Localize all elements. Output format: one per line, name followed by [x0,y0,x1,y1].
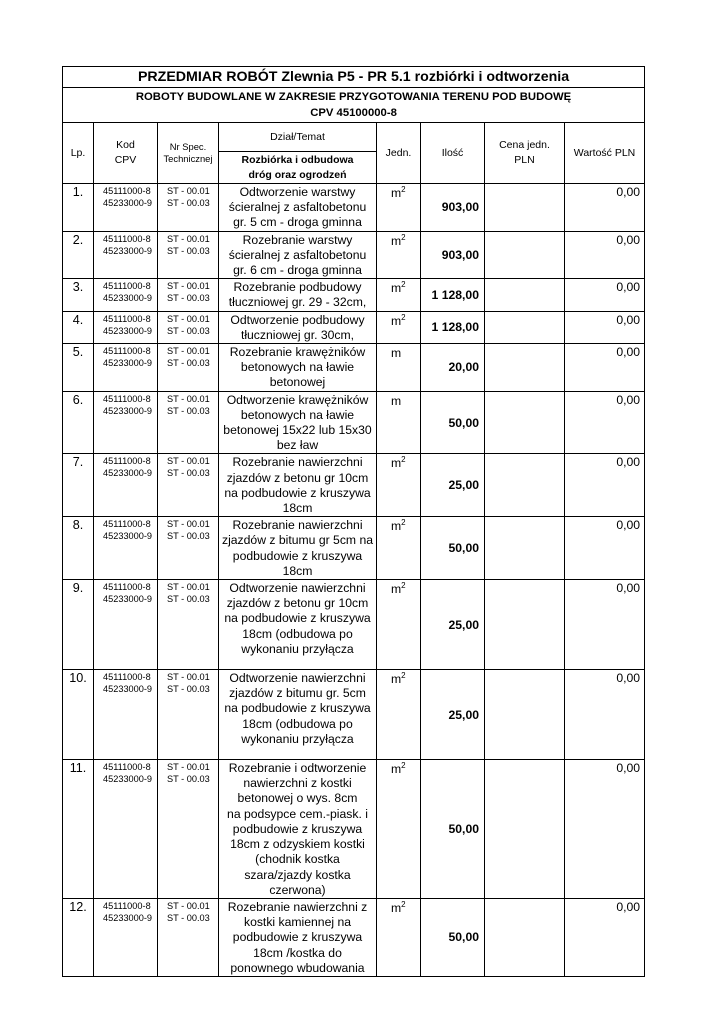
description-line: na podsypce cem.-piask. i [227,806,368,821]
unit-price [485,517,565,580]
header-qty: Ilość [421,123,485,184]
cpv-code: 45111000-8 [103,233,151,244]
unit-price [485,279,565,311]
unit: m [391,346,402,361]
description-line: gr. 6 cm - droga gminna [233,263,362,278]
row-number: 10. [63,670,94,760]
header-unit: Jedn. [377,123,421,184]
row-number: 11. [63,760,94,899]
header-value: Wartość PLN [565,123,645,184]
description-line: wykonaniu przyłącza [241,731,354,746]
line-value: 0,00 [565,898,645,976]
description-line: Odtworzenie nawierzchni [229,581,366,596]
unit: m [391,672,402,687]
cpv-code: 45233000-9 [103,531,153,542]
unit-cell [377,670,421,760]
description-line: Rozebranie warstwy [242,232,353,247]
unit-price [485,184,565,232]
line-value: 0,00 [565,580,645,670]
unit-cell [377,898,421,976]
unit-cell [377,517,421,580]
work-description [219,517,377,580]
unit-cell [377,279,421,311]
cost-estimate-sheet [62,66,644,977]
spec-number: ST - 00.03 [167,358,210,369]
unit: m [391,186,402,200]
description-line: podbudowie z kruszywa [232,548,363,563]
description-line: ścieralnej z asfaltobetonu [228,200,367,215]
description-line: wykonaniu przyłącza [241,641,354,656]
description-line: Rozebranie nawierzchni z [227,899,368,914]
cpv-code: 45233000-9 [103,405,153,416]
header-code-line1: Kod [116,139,135,151]
unit-cell [377,231,421,279]
cpv-code: 45111000-8 [103,186,151,196]
line-value: 0,00 [565,760,645,899]
description-line: Rozebranie nawierzchni [232,455,363,470]
header-price [485,123,565,184]
work-description [219,344,377,392]
description-line: 18cm /kostka do [253,945,342,960]
table-row [63,184,645,232]
description-line: tłuczniowej gr. 29 - 32cm, [228,295,367,310]
spec-number: ST - 00.01 [167,900,210,911]
description-line: Rozebranie nawierzchni [232,518,363,533]
line-value: 0,00 [565,184,645,232]
cpv-code-cell [94,760,158,899]
description-line: czerwona) [269,882,326,897]
spec-number: ST - 00.01 [167,582,210,593]
header-lp: Lp. [63,123,94,184]
cpv-code: 45111000-8 [103,582,151,593]
unit-price [485,231,565,279]
estimate-table [62,66,645,977]
cpv-code: 45233000-9 [103,325,153,336]
work-description [219,454,377,517]
description-line: ścieralnej z asfaltobetonu [228,247,367,262]
quantity: 25,00 [421,670,485,760]
table-row [63,580,645,670]
unit-price [485,391,565,454]
unit-cell [377,580,421,670]
spec-cell [158,344,219,392]
quantity: 25,00 [421,580,485,670]
spec-number: ST - 00.01 [167,313,210,324]
spec-cell [158,311,219,343]
unit-cell [377,760,421,899]
unit-exponent: 2 [401,232,406,242]
line-value: 0,00 [565,279,645,311]
table-row [63,231,645,279]
document-subtitle [63,88,645,123]
description-line: zjazdów z betonu gr 10cm [226,596,369,611]
unit: m [391,900,402,915]
quantity: 25,00 [421,454,485,517]
table-row [63,279,645,311]
cpv-code-cell [94,231,158,279]
line-value: 0,00 [565,670,645,760]
cpv-code: 45111000-8 [103,762,151,773]
description-line: betonowej [269,375,326,390]
spec-cell [158,454,219,517]
spec-cell [158,760,219,899]
cpv-code: 45111000-8 [103,393,151,404]
header-topic: Dział/Temat [219,123,377,152]
line-value: 0,00 [565,344,645,392]
row-number: 12. [63,898,94,976]
spec-number: ST - 00.03 [167,594,210,605]
description-line: szara/zjazdy kostka [244,867,351,882]
work-description [219,279,377,311]
line-value: 0,00 [565,311,645,343]
cpv-code: 45233000-9 [103,198,153,208]
spec-number: ST - 00.01 [167,281,210,292]
quantity: 50,00 [421,391,485,454]
line-value: 0,00 [565,231,645,279]
unit: m [391,313,402,328]
work-description [219,760,377,899]
row-number: 1. [63,184,94,232]
spec-cell [158,279,219,311]
document-title: PRZEDMIAR ROBÓT Zlewnia P5 - PR 5.1 rozbiórki i odtworzenia [63,67,645,88]
spec-cell [158,898,219,976]
description-line: 18cm [282,563,313,578]
spec-number: ST - 00.03 [167,468,210,479]
quantity: 1 128,00 [421,311,485,343]
header-price-line2: PLN [514,154,535,166]
unit: m [391,519,402,534]
description-line: zjazdów z bitumu gr 5cm na [221,533,374,548]
cpv-code: 45233000-9 [103,245,153,256]
cpv-code: 45111000-8 [103,346,151,357]
table-row [63,670,645,760]
unit-exponent: 2 [401,899,406,909]
unit-exponent: 2 [401,185,406,194]
description-line: Rozebranie krawężników [229,345,366,360]
description-line: na podbudowie z kruszywa [224,611,371,626]
unit: m [391,281,402,296]
description-line: 18cm z odzyskiem kostki [230,837,365,852]
unit-price [485,344,565,392]
unit-cell [377,344,421,392]
subtitle-cpv: CPV 45100000-8 [310,107,397,119]
spec-cell [158,517,219,580]
spec-cell [158,580,219,670]
table-row [63,760,645,899]
table-row [63,391,645,454]
cpv-code: 45111000-8 [103,900,151,911]
description-line: kostki kamiennej na [243,915,352,930]
cpv-code: 45111000-8 [103,456,151,467]
unit-exponent: 2 [401,671,406,681]
spec-cell [158,670,219,760]
row-number: 3. [63,279,94,311]
work-description [219,898,377,976]
header-price-line1: Cena jedn. [499,139,550,151]
spec-number: ST - 00.01 [167,346,210,357]
unit-cell [377,391,421,454]
description-line: ponownego wbudowania [230,960,365,975]
unit: m [391,233,402,248]
spec-number: ST - 00.01 [167,672,210,683]
unit-exponent: 2 [401,280,406,290]
unit-exponent: 2 [401,581,406,591]
line-value: 0,00 [565,517,645,580]
unit-exponent: 2 [401,312,406,322]
spec-number: ST - 00.03 [167,325,210,336]
header-spec-line1: Nr Spec. [169,141,207,152]
spec-number: ST - 00.03 [167,293,210,304]
spec-number: ST - 00.03 [167,912,210,923]
description-line: podbudowie z kruszywa [232,821,363,836]
header-spec [158,123,219,184]
description-line: Odtworzenie krawężników [226,392,369,407]
cpv-code-cell [94,279,158,311]
description-line: 18cm (odbudowa po [242,716,353,731]
unit: m [391,762,402,777]
description-line: 18cm [282,501,313,516]
cpv-code: 45111000-8 [103,281,151,292]
spec-cell [158,391,219,454]
spec-number: ST - 00.01 [167,393,210,404]
unit-price [485,580,565,670]
cpv-code: 45233000-9 [103,774,153,785]
description-line: na podbudowie z kruszywa [224,701,371,716]
line-value: 0,00 [565,391,645,454]
spec-number: ST - 00.03 [167,405,210,416]
quantity: 50,00 [421,898,485,976]
quantity: 903,00 [421,231,485,279]
unit: m [391,582,402,597]
spec-number: ST - 00.01 [167,233,210,244]
unit-cell [377,184,421,232]
spec-number: ST - 00.03 [167,531,210,542]
table-row [63,454,645,517]
cpv-code-cell [94,670,158,760]
section-title-line2: dróg oraz ogrodzeń [248,169,347,181]
spec-number: ST - 00.03 [167,684,210,695]
description-line: tłuczniowej gr. 30cm, [240,327,355,342]
quantity: 1 128,00 [421,279,485,311]
unit-exponent: 2 [401,518,406,528]
description-line: Rozebranie i odtworzenie [228,761,367,776]
unit-price [485,898,565,976]
work-description [219,311,377,343]
cpv-code: 45233000-9 [103,912,153,923]
description-line: (chodnik kostka [255,852,340,867]
row-number: 9. [63,580,94,670]
description-line: podbudowie z kruszywa [232,930,363,945]
spec-number: ST - 00.01 [167,762,210,773]
description-line: betonowej 15x22 lub 15x30 [223,423,372,438]
cpv-code: 45233000-9 [103,358,153,369]
work-description [219,580,377,670]
cpv-code: 45233000-9 [103,293,153,304]
spec-cell [158,231,219,279]
section-title-line1: Rozbiórka i odbudowa [241,154,354,166]
row-number: 2. [63,231,94,279]
description-line: Odtworzenie podbudowy [230,312,365,327]
cpv-code: 45111000-8 [103,672,151,683]
quantity: 50,00 [421,760,485,899]
spec-number: ST - 00.03 [167,774,210,785]
description-line: betonowych na ławie [240,360,355,375]
line-value: 0,00 [565,454,645,517]
quantity: 50,00 [421,517,485,580]
spec-number: ST - 00.01 [167,456,210,467]
cpv-code-cell [94,517,158,580]
subtitle-line-1: ROBOTY BUDOWLANE W ZAKRESIE PRZYGOTOWANIA TERENU POD BUDOWĘ [135,91,572,103]
cpv-code-cell [94,311,158,343]
table-row [63,898,645,976]
unit-price [485,760,565,899]
cpv-code: 45233000-9 [103,594,153,605]
description-line: zjazdów z bitumu gr. 5cm [229,686,366,701]
row-number: 8. [63,517,94,580]
description-line: betonowej o wys. 8cm [237,791,358,806]
unit: m [391,393,402,408]
work-description [219,184,377,232]
description-line: zjazdów z betonu gr 10cm [226,470,369,485]
row-number: 5. [63,344,94,392]
cpv-code-cell [94,184,158,232]
cpv-code: 45233000-9 [103,684,153,695]
work-description [219,231,377,279]
header-code-line2: CPV [114,154,137,166]
work-description [219,391,377,454]
description-line: betonowych na ławie [240,407,355,422]
description-line: Odtworzenie nawierzchni [229,671,366,686]
description-line: bez ław [276,438,319,453]
row-number: 4. [63,311,94,343]
spec-number: ST - 00.01 [167,519,210,530]
description-line: Odtworzenie warstwy [239,185,356,199]
unit-cell [377,311,421,343]
spec-number: ST - 00.01 [167,186,210,196]
description-line: na podbudowie z kruszywa [224,485,371,500]
description-line: 18cm (odbudowa po [242,626,353,641]
unit-cell [377,454,421,517]
section-title [219,152,377,184]
header-code [94,123,158,184]
spec-number: ST - 00.03 [167,245,210,256]
work-description [219,670,377,760]
cpv-code-cell [94,391,158,454]
quantity: 903,00 [421,184,485,232]
table-row [63,517,645,580]
row-number: 7. [63,454,94,517]
unit-price [485,670,565,760]
row-number: 6. [63,391,94,454]
unit-price [485,454,565,517]
description-line: nawierzchni z kostki [243,776,352,791]
cpv-code-cell [94,580,158,670]
unit: m [391,456,402,471]
quantity: 20,00 [421,344,485,392]
table-row [63,344,645,392]
cpv-code-cell [94,344,158,392]
cpv-code-cell [94,898,158,976]
header-spec-line2: Technicznej [163,153,213,164]
description-line: gr. 5 cm - droga gminna [233,215,362,230]
spec-cell [158,184,219,232]
unit-price [485,311,565,343]
table-row [63,311,645,343]
unit-exponent: 2 [401,455,406,465]
cpv-code: 45233000-9 [103,468,153,479]
description-line: Rozebranie podbudowy [233,280,362,295]
spec-number: ST - 00.03 [167,198,210,208]
unit-exponent: 2 [401,761,406,771]
cpv-code: 45111000-8 [103,519,151,530]
cpv-code-cell [94,454,158,517]
cpv-code: 45111000-8 [103,313,151,324]
